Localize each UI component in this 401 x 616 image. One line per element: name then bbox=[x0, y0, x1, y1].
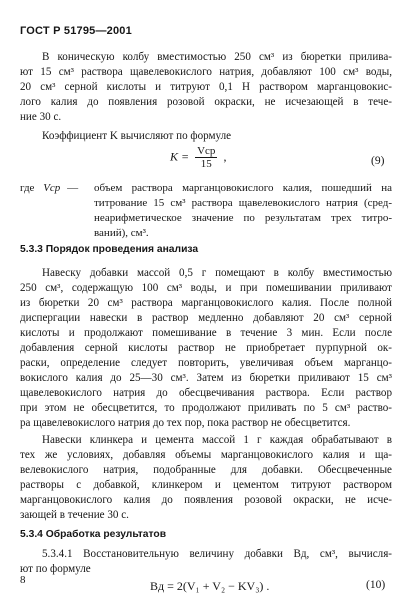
paragraph-reducing-value bbox=[20, 547, 392, 577]
text-line: В коническую колбу вместимостью 250 см³ из бюретки прилива- bbox=[42, 51, 392, 63]
text-line: ра щавелевокислого натрия до тех пор, пока раствор не обесцветится. bbox=[20, 417, 351, 429]
description-line: объем раствора марганцовокислого калия, пошедший на bbox=[94, 182, 392, 194]
text-line: марганцовокислого калия до появления розовой окраски, не исче- bbox=[20, 494, 392, 506]
formula-9-denominator: 15 bbox=[200, 158, 212, 170]
text-line: растворы с добавкой, клинкером и цементом титруют раствором bbox=[20, 479, 392, 491]
text-line: 5.3.4.1 Восстановительную величину добавки Bд, см³, вычисля- bbox=[42, 548, 392, 560]
coefficient-intro bbox=[20, 129, 392, 144]
formula-10: Bд = 2(V₁ + V₂ − KV₃) . bbox=[150, 579, 270, 593]
paragraph-clinker-text bbox=[20, 433, 392, 523]
text-line: ют по формуле bbox=[20, 563, 91, 575]
formula-9 bbox=[170, 145, 226, 170]
paragraph-titration-text bbox=[20, 50, 392, 125]
text-line: при этом не обесцветится, то продолжают приливать по 5 см³ раство- bbox=[20, 402, 392, 414]
paragraph-reducing-value-text bbox=[20, 547, 392, 577]
description-line: неарифметическое значение по результатам трех титро- bbox=[94, 212, 392, 224]
where-word: где bbox=[20, 182, 35, 194]
where-clause bbox=[20, 181, 78, 196]
text-line: зающей в течение 30 с. bbox=[20, 509, 129, 521]
paragraph-procedure bbox=[20, 266, 392, 431]
formula-9-numerator: Vср bbox=[197, 145, 216, 157]
text-line: ние 30 с. bbox=[20, 111, 62, 123]
where-description bbox=[94, 181, 392, 241]
standard-header: ГОСТ Р 51795—2001 bbox=[20, 25, 132, 37]
text-line: 250 см³, содержащую 100 см³ воды, и при помешивании приливают bbox=[20, 282, 392, 294]
text-line: раски, определение следует повторить, увеличивая объем марганцо- bbox=[20, 357, 392, 369]
formula-9-number: (9) bbox=[371, 155, 385, 167]
text-line: ют 15 см³ раствора щавелевокислого натрия, добавляют 100 см³ воды, bbox=[20, 66, 392, 78]
page-number: 8 bbox=[20, 574, 26, 586]
text-line: Навески клинкера и цемента массой 1 г каждая обрабатывают в bbox=[42, 434, 392, 446]
text-line: диспергации навески в раствор медленно добавляют 20 см³ серной bbox=[20, 312, 392, 324]
formula-9-tail: , bbox=[223, 149, 227, 164]
description-line: ваний), см³. bbox=[94, 227, 149, 239]
text-line: 20 см³ серной кислоты и титруют 0,1 Н раствором марганцовокис- bbox=[20, 81, 392, 93]
text-line: кислоты и продолжают помешивание в течение 3 мин. Если после bbox=[20, 327, 392, 339]
text-line: из бюретки 20 см³ раствора марганцовокислого калия. После полной bbox=[20, 297, 392, 309]
text-line: щавелевокислого натрия до обесцвечивания раствора. Если раствор bbox=[20, 387, 392, 399]
text-line: добавления серной кислоты раствор не приобретает пурпурной ок- bbox=[20, 342, 392, 354]
section-533-title: 5.3.3 Порядок проведения анализа bbox=[20, 244, 199, 255]
section-534-title: 5.3.4 Обработка результатов bbox=[20, 529, 167, 540]
formula-9-lhs: K = bbox=[170, 149, 190, 164]
text-line: велевокислого натрия, подобранные для добавки. Обесцвеченные bbox=[20, 464, 392, 476]
text-line: лого калия до появления розовой окраски, не исчезающей в тече- bbox=[20, 96, 392, 108]
paragraph-titration bbox=[20, 50, 392, 125]
paragraph-clinker bbox=[20, 433, 392, 523]
paragraph-procedure-text bbox=[20, 266, 392, 431]
coefficient-intro-text: Коэффициент K вычисляют по формуле bbox=[42, 130, 232, 142]
formula-9-fraction bbox=[195, 145, 217, 170]
text-line: тех же условиях, добавляя объемы марганцовокислого калия и ща- bbox=[20, 449, 392, 461]
where-symbol: Vср bbox=[43, 182, 61, 194]
text-line: вокислого калия до 25—30 см³. Затем из бюретки приливают 15 см³ bbox=[20, 372, 392, 384]
where-dash: — bbox=[67, 182, 79, 194]
text-line: Навеску добавки массой 0,5 г помещают в колбу вместимостью bbox=[42, 267, 392, 279]
description-line: титрование 15 см³ раствора щавелевокислого натрия (сред- bbox=[94, 197, 392, 209]
formula-10-number: (10) bbox=[366, 579, 386, 591]
